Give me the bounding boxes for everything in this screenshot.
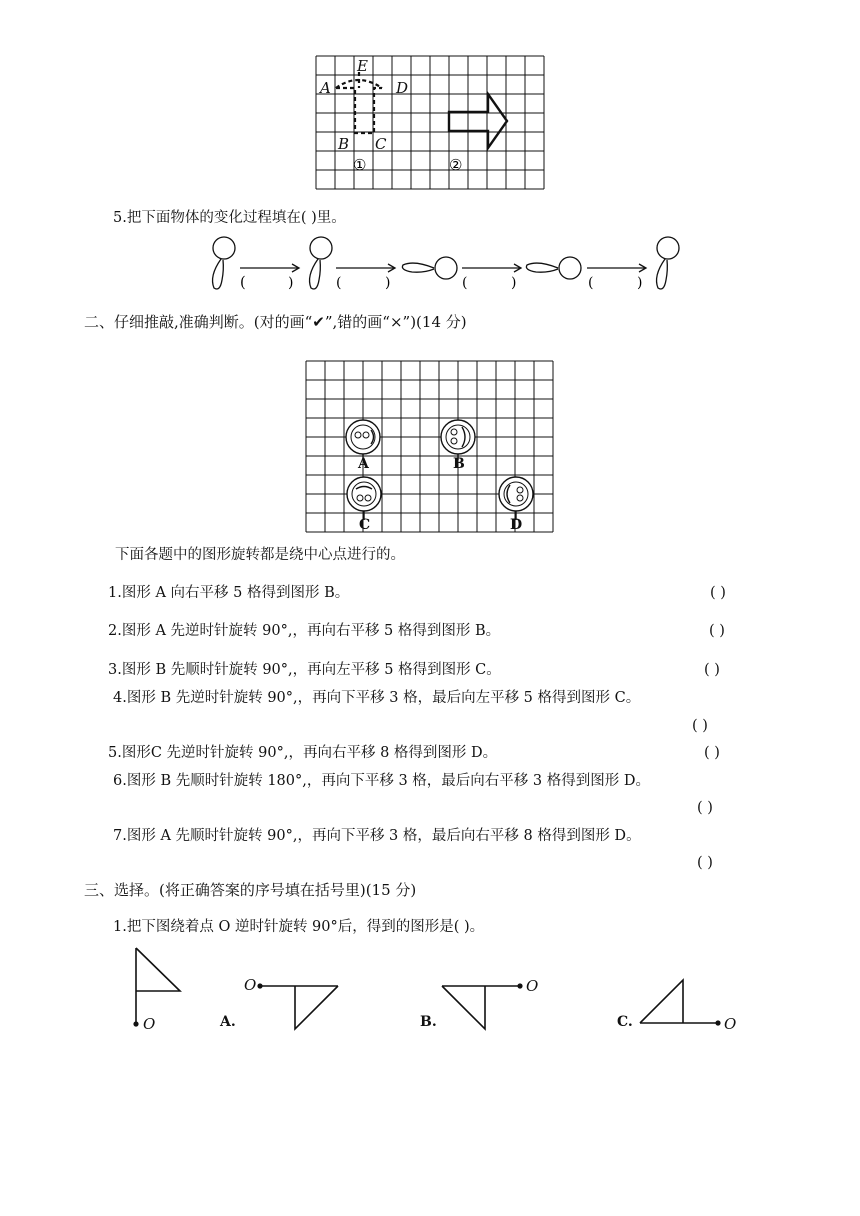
answer-blank-4[interactable]: ( )	[692, 718, 708, 734]
object-sideways-3	[402, 257, 457, 279]
label-A: A	[320, 79, 331, 97]
judge-item-1: 1.图形 A 向右平移 5 格得到图形 B。	[108, 585, 350, 601]
answer-blank-2[interactable]: ( )	[709, 623, 725, 639]
answer-blank-7[interactable]: ( )	[697, 855, 713, 871]
circled-1: ①	[353, 156, 367, 174]
judge-item-5: 5.图形C 先逆时针旋转 90°,，再向右平移 8 格得到图形 D。	[108, 745, 498, 761]
paren-4-close: )	[637, 275, 643, 291]
object-upright-5	[657, 237, 679, 289]
button-shape-C	[347, 477, 381, 520]
section-3-title: 三、选择。(将正确答案的序号填在括号里)(15 分)	[84, 881, 417, 899]
paren-1-close: )	[288, 275, 294, 291]
paren-2-open: (	[336, 275, 342, 291]
option-A-figure	[219, 976, 338, 1030]
point-O-A: O	[244, 976, 257, 994]
original-figure	[133, 948, 180, 1033]
label-E: E	[357, 57, 368, 75]
judge-item-7: 7.图形 A 先顺时针旋转 90°,，再向下平移 3 格，最后向右平移 8 格得到图形 D。	[113, 828, 641, 844]
buttons-grid-figure	[305, 360, 555, 535]
arrow-shape-2	[449, 94, 507, 148]
paren-3-close: )	[511, 275, 517, 291]
grid-label-B: B	[453, 456, 465, 472]
section-2-title: 二、仔细推敲,准确判断。(对的画“✔”,错的画“×”)(14 分)	[84, 313, 467, 331]
paren-1-open: (	[240, 275, 246, 291]
object-upright-2	[310, 237, 332, 289]
point-O-original: O	[143, 1015, 156, 1033]
button-shape-D	[499, 477, 533, 520]
judge-item-3: 3.图形 B 先顺时针旋转 90°,，再向左平移 5 格得到图形 C。	[108, 662, 501, 678]
choice-question-1: 1.把下图绕着点 O 逆时针旋转 90°后，得到的图形是( )。	[113, 919, 485, 935]
object-upright-1	[213, 237, 235, 289]
label-B: B	[338, 135, 350, 153]
grid-label-A: A	[358, 456, 369, 472]
answer-blank-3[interactable]: ( )	[704, 662, 720, 678]
paren-3-open: (	[462, 275, 468, 291]
answer-blank-1[interactable]: ( )	[710, 585, 726, 601]
grid-label-C: C	[359, 517, 371, 533]
answer-blank-6[interactable]: ( )	[697, 800, 713, 816]
paren-2-close: )	[385, 275, 391, 291]
option-C-figure	[617, 980, 736, 1033]
judge-item-4: 4.图形 B 先逆时针旋转 90°,，再向下平移 3 格，最后向左平移 5 格得到图形 C。	[113, 690, 641, 706]
point-O-B: O	[526, 977, 539, 995]
label-D: D	[396, 79, 409, 97]
option-B-label: B.	[420, 1014, 437, 1030]
section-2-intro: 下面各题中的图形旋转都是绕中心点进行的。	[115, 547, 405, 563]
option-B-figure	[420, 977, 538, 1030]
rotation-choice-figures	[120, 940, 760, 1040]
judge-item-6: 6.图形 B 先顺时针旋转 180°,，再向下平移 3 格，最后向右平移 3 格得到图形 D。	[113, 773, 650, 789]
paren-4-open: (	[588, 275, 594, 291]
button-shape-B	[441, 420, 475, 460]
grid-label-D: D	[510, 517, 523, 533]
object-sideways-4	[526, 257, 581, 279]
circled-2: ②	[449, 156, 463, 174]
object-transformation-sequence	[200, 232, 690, 296]
answer-blank-5[interactable]: ( )	[704, 745, 720, 761]
option-C-label: C.	[617, 1014, 633, 1030]
option-A-label: A.	[220, 1014, 236, 1030]
label-C: C	[375, 135, 387, 153]
button-shape-A	[346, 420, 380, 460]
judge-item-2: 2.图形 A 先逆时针旋转 90°,，再向右平移 5 格得到图形 B。	[108, 623, 501, 639]
question-5: 5.把下面物体的变化过程填在( )里。	[113, 210, 346, 226]
point-O-C: O	[724, 1015, 737, 1033]
translation-grid-figure	[310, 50, 550, 195]
